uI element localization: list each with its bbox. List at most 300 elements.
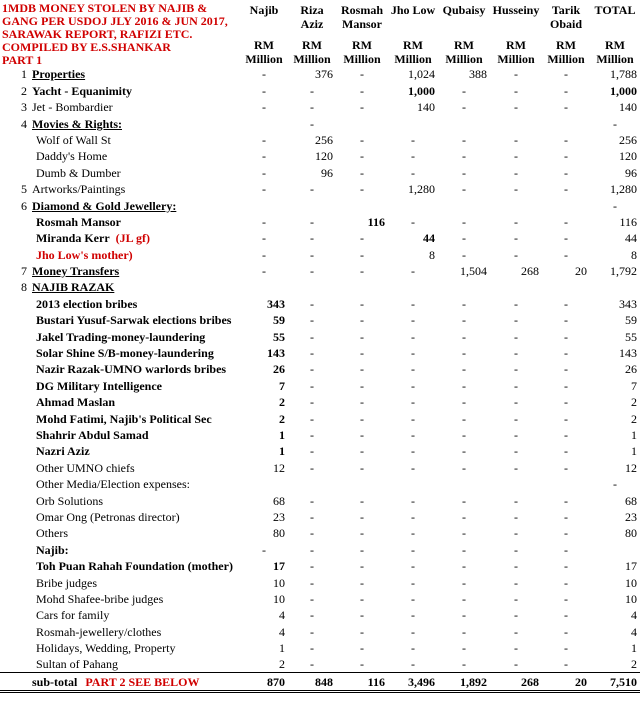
table-cell: -: [462, 378, 466, 393]
column-header: [388, 0, 438, 34]
row-number: [0, 607, 30, 623]
row-number: 5: [21, 182, 27, 197]
row-number: 8: [21, 280, 27, 295]
table-cell: 388: [469, 67, 487, 82]
table-cell: -: [411, 509, 415, 524]
row-label-text: Rosmah Mansor: [36, 214, 122, 229]
row-label: [30, 525, 240, 541]
table-cell: -: [462, 100, 466, 115]
row-label-text: Jakel Trading-money-laundering: [36, 329, 206, 344]
table-cell: 120: [315, 149, 333, 164]
title-line: GANG PER USDOJ JLY 2016 & JUN 2017,: [2, 14, 228, 28]
table-row: [0, 66, 640, 82]
table-row: [0, 459, 640, 475]
table-cell: -: [310, 641, 314, 656]
table-cell: -: [613, 116, 617, 131]
row-number: [0, 148, 30, 164]
table-cell: -: [564, 67, 568, 82]
column-unit: [288, 34, 336, 66]
table-cell: -: [360, 329, 364, 344]
table-row: [0, 623, 640, 639]
unit-line1: RM: [254, 38, 274, 52]
column-unit: [438, 34, 490, 66]
table-cell: 17: [625, 559, 637, 574]
row-number: [0, 656, 30, 673]
table-cell: [438, 279, 490, 295]
unit-line1: RM: [302, 38, 322, 52]
table-cell: -: [462, 493, 466, 508]
column-unit: [590, 34, 640, 66]
table-cell: [240, 115, 288, 131]
table-cell: -: [462, 526, 466, 541]
row-label-text: Wolf of Wall St: [36, 132, 111, 147]
table-cell: 343: [267, 296, 285, 311]
row-label: [30, 214, 240, 230]
table-cell: -: [360, 559, 364, 574]
table-cell: -: [564, 83, 568, 98]
table-cell: [388, 115, 438, 131]
table-cell: -: [462, 395, 466, 410]
row-label-text: Nazri Aziz: [36, 444, 90, 459]
table-cell: 96: [321, 165, 333, 180]
table-cell: -: [514, 132, 518, 147]
table-cell: -: [360, 427, 364, 442]
table-cell: 4: [631, 624, 637, 639]
row-label-text: Najib:: [36, 542, 69, 557]
row-label: [30, 394, 240, 410]
row-label-text: Bribe judges: [36, 575, 97, 590]
table-row: [0, 541, 640, 557]
row-label-text: Miranda Kerr: [36, 231, 110, 246]
table-row: [0, 132, 640, 148]
table-row: [0, 279, 640, 295]
row-label: [30, 197, 240, 213]
table-row: [0, 246, 640, 262]
table-row: [0, 525, 640, 541]
table-cell: -: [411, 132, 415, 147]
row-label-text: Dumb & Dumber: [36, 165, 121, 180]
row-label: [30, 312, 240, 328]
table-cell: -: [411, 559, 415, 574]
table-cell: -: [462, 296, 466, 311]
table-cell: -: [564, 427, 568, 442]
table-cell: -: [514, 493, 518, 508]
row-label: [30, 279, 240, 295]
table-row: [0, 427, 640, 443]
table-cell: -: [310, 378, 314, 393]
row-number: 4: [21, 116, 27, 131]
table-cell: -: [310, 247, 314, 262]
table-cell: 1: [279, 427, 285, 442]
table-cell: 116: [619, 214, 637, 229]
table-cell: [388, 476, 438, 492]
table-cell: 1: [631, 427, 637, 442]
row-number: 3: [21, 100, 27, 115]
table-row: [0, 394, 640, 410]
row-number: [0, 623, 30, 639]
table-cell: -: [310, 395, 314, 410]
table-cell: -: [462, 608, 466, 623]
table-cell: -: [310, 182, 314, 197]
table-cell: -: [462, 362, 466, 377]
table-cell: -: [360, 575, 364, 590]
table-cell: -: [514, 231, 518, 246]
table-cell: 1: [631, 641, 637, 656]
row-label: [30, 410, 240, 426]
table-cell: 1,280: [610, 182, 637, 197]
table-cell: -: [514, 526, 518, 541]
table-cell: -: [310, 624, 314, 639]
table-cell: 96: [625, 165, 637, 180]
table-cell: 1,024: [408, 67, 435, 82]
table-cell: 80: [273, 526, 285, 541]
table-cell: -: [411, 165, 415, 180]
table-cell: -: [564, 296, 568, 311]
table-cell: 80: [625, 526, 637, 541]
table-cell: 116: [367, 214, 385, 229]
table-cell: [438, 476, 490, 492]
table-cell: -: [564, 100, 568, 115]
column-name-line1: TOTAL: [594, 3, 636, 17]
table-cell: 1: [279, 641, 285, 656]
table-cell: -: [514, 608, 518, 623]
table-cell: 10: [273, 591, 285, 606]
table-cell: [490, 476, 542, 492]
row-number: [0, 525, 30, 541]
table-cell: -: [411, 526, 415, 541]
table-cell: 1,792: [610, 264, 637, 279]
table-row: [0, 295, 640, 311]
table-row: [0, 591, 640, 607]
row-label: [30, 623, 240, 639]
table-cell: -: [564, 313, 568, 328]
table-cell: -: [411, 214, 415, 229]
row-label-text: Movies & Rights:: [32, 116, 122, 131]
row-number: [0, 361, 30, 377]
table-cell: -: [514, 346, 518, 361]
table-row: [0, 509, 640, 525]
column-name-line1: Riza: [300, 3, 324, 17]
table-cell: -: [564, 559, 568, 574]
unit-line1: RM: [556, 38, 576, 52]
table-cell: -: [411, 641, 415, 656]
table-cell: -: [514, 182, 518, 197]
row-label-note: (JL gf): [115, 231, 150, 246]
table-row: [0, 312, 640, 328]
table-cell: -: [411, 460, 415, 475]
table-cell: -: [564, 378, 568, 393]
table-row: [0, 558, 640, 574]
row-number: [0, 541, 30, 557]
table-cell: -: [411, 362, 415, 377]
table-cell: [590, 279, 640, 295]
table-cell: 12: [273, 460, 285, 475]
subtotal-cell: 7,510: [590, 673, 640, 691]
row-label: [30, 115, 240, 131]
table-cell: -: [514, 624, 518, 639]
table-row: [0, 148, 640, 164]
table-row: [0, 263, 640, 279]
table-cell: [438, 115, 490, 131]
table-cell: -: [360, 657, 364, 672]
table-cell: 7: [279, 378, 285, 393]
table-cell: -: [564, 509, 568, 524]
table-cell: -: [360, 231, 364, 246]
row-number: [0, 443, 30, 459]
row-label: [30, 246, 240, 262]
table-cell: 1: [631, 444, 637, 459]
table-cell: -: [564, 624, 568, 639]
table-cell: -: [462, 214, 466, 229]
table-cell: 1,000: [610, 83, 637, 98]
table-cell: 55: [273, 329, 285, 344]
table-cell: -: [360, 542, 364, 557]
column-header: [542, 0, 590, 34]
row-label: [30, 492, 240, 508]
table-row: [0, 640, 640, 656]
table-cell: -: [262, 165, 266, 180]
table-cell: -: [360, 509, 364, 524]
table-cell: 1,280: [408, 182, 435, 197]
table-cell: 12: [625, 460, 637, 475]
table-cell: 2: [631, 657, 637, 672]
table-row: [0, 377, 640, 393]
row-label: [30, 361, 240, 377]
table-cell: -: [360, 591, 364, 606]
row-label-text: 2013 election bribes: [36, 296, 138, 311]
row-label-text: Others: [36, 526, 68, 541]
row-number: [0, 558, 30, 574]
table-cell: [542, 115, 590, 131]
table-cell: 120: [619, 149, 637, 164]
column-name-line1: Rosmah: [340, 3, 383, 17]
header-names-row: [0, 0, 640, 34]
table-cell: 2: [279, 657, 285, 672]
table-cell: -: [411, 329, 415, 344]
table-cell: -: [462, 329, 466, 344]
row-label-text: Diamond & Gold Jewellery:: [32, 198, 177, 213]
table-cell: 143: [619, 346, 637, 361]
table-cell: -: [360, 296, 364, 311]
row-number: [0, 214, 30, 230]
table-cell: 44: [423, 231, 435, 246]
row-label-text: Other UMNO chiefs: [36, 460, 135, 475]
row-label-text: Daddy's Home: [36, 149, 108, 164]
table-cell: -: [514, 444, 518, 459]
table-cell: 140: [417, 100, 435, 115]
table-cell: -: [564, 575, 568, 590]
column-unit: [388, 34, 438, 66]
row-number: 1: [21, 67, 27, 82]
row-label-text: Mohd Shafee-bribe judges: [36, 591, 164, 606]
table-cell: -: [360, 608, 364, 623]
table-cell: -: [310, 509, 314, 524]
table-cell: 10: [625, 575, 637, 590]
table-cell: -: [262, 149, 266, 164]
table-cell: -: [310, 231, 314, 246]
row-label-text: Cars for family: [36, 608, 110, 623]
table-cell: -: [310, 214, 314, 229]
row-label-text: Mohd Fatimi, Najib's Political Sec: [36, 411, 212, 426]
table-cell: -: [462, 411, 466, 426]
table-cell: [336, 279, 388, 295]
table-cell: 59: [625, 313, 637, 328]
table-cell: -: [360, 149, 364, 164]
table-cell: -: [564, 411, 568, 426]
table-row: [0, 443, 640, 459]
title-line: 1MDB MONEY STOLEN BY NAJIB &: [2, 1, 208, 15]
row-label-text: Money Transfers: [32, 264, 120, 279]
table-cell: -: [262, 83, 266, 98]
subtotal-cell: 268: [490, 673, 542, 691]
table-cell: 23: [625, 509, 637, 524]
table-cell: -: [411, 591, 415, 606]
table-row: [0, 181, 640, 197]
row-number: 2: [21, 83, 27, 98]
unit-line2: Million: [394, 52, 432, 66]
table-cell: [288, 279, 336, 295]
table-cell: -: [514, 165, 518, 180]
table-cell: -: [514, 296, 518, 311]
row-label-text: Rosmah-jewellery/clothes: [36, 624, 162, 639]
table-cell: 7: [631, 378, 637, 393]
table-row: [0, 197, 640, 213]
unit-line1: RM: [352, 38, 372, 52]
table-cell: -: [360, 132, 364, 147]
row-label-text: DG Military Intelligence: [36, 378, 162, 393]
table-cell: -: [360, 264, 364, 279]
table-cell: -: [310, 493, 314, 508]
table-row: [0, 230, 640, 246]
row-number: 6: [21, 198, 27, 213]
row-number: [0, 328, 30, 344]
table-cell: -: [360, 624, 364, 639]
table-cell: 17: [273, 559, 285, 574]
table-cell: [336, 115, 388, 131]
table-cell: -: [262, 100, 266, 115]
table-cell: 44: [625, 231, 637, 246]
table-cell: 55: [625, 329, 637, 344]
row-label: [30, 427, 240, 443]
row-label: [30, 558, 240, 574]
column-name-line1: Qubaisy: [442, 3, 486, 17]
table-cell: -: [310, 100, 314, 115]
column-header: [240, 0, 288, 34]
table-cell: 256: [619, 132, 637, 147]
table-cell: -: [613, 477, 617, 492]
table-cell: -: [514, 591, 518, 606]
unit-line1: RM: [403, 38, 423, 52]
table-cell: -: [514, 149, 518, 164]
table-cell: -: [462, 346, 466, 361]
title-line: COMPILED BY E.S.SHANKAR: [2, 40, 171, 54]
table-cell: -: [262, 132, 266, 147]
table-cell: -: [360, 100, 364, 115]
unit-line2: Million: [245, 52, 283, 66]
table-row: [0, 492, 640, 508]
table-cell: -: [514, 378, 518, 393]
table-cell: 143: [267, 346, 285, 361]
table-cell: -: [411, 346, 415, 361]
table-cell: -: [360, 346, 364, 361]
table-cell: -: [564, 231, 568, 246]
table-cell: 4: [631, 608, 637, 623]
table-cell: -: [411, 427, 415, 442]
row-label: [30, 66, 240, 82]
row-number: [0, 394, 30, 410]
table-cell: -: [310, 427, 314, 442]
row-number: [0, 459, 30, 475]
table-cell: [490, 279, 542, 295]
table-cell: -: [310, 329, 314, 344]
row-label-text: Toh Puan Rahah Foundation (mother): [36, 559, 233, 574]
row-number: [0, 476, 30, 492]
row-label: [30, 443, 240, 459]
table-cell: 376: [315, 67, 333, 82]
row-label-text: Jho Low's mother): [36, 247, 133, 262]
table-cell: -: [262, 214, 266, 229]
row-label-text: Solar Shine S/B-money-laundering: [36, 346, 214, 361]
table-cell: -: [514, 67, 518, 82]
column-name-line1: Najib: [249, 3, 279, 17]
table-cell: -: [310, 362, 314, 377]
table-cell: -: [310, 575, 314, 590]
table-cell: [438, 197, 490, 213]
table-cell: [490, 197, 542, 213]
table-row: [0, 607, 640, 623]
table-cell: -: [360, 444, 364, 459]
table-cell: -: [514, 214, 518, 229]
table-cell: -: [564, 395, 568, 410]
table-cell: -: [360, 641, 364, 656]
table-cell: -: [564, 182, 568, 197]
subtotal-row: [0, 673, 640, 691]
row-label: [30, 263, 240, 279]
table-cell: -: [262, 231, 266, 246]
table-cell: 8: [429, 247, 435, 262]
table-cell: -: [564, 132, 568, 147]
table-cell: -: [462, 509, 466, 524]
subtotal-cell: 3,496: [388, 673, 438, 691]
table-cell: -: [310, 608, 314, 623]
row-label: [30, 607, 240, 623]
table-row: [0, 99, 640, 115]
table-cell: -: [411, 313, 415, 328]
table-cell: -: [262, 247, 266, 262]
table-cell: 8: [631, 247, 637, 262]
table-cell: -: [310, 411, 314, 426]
table-cell: -: [462, 427, 466, 442]
table-row: [0, 476, 640, 492]
row-label: [30, 99, 240, 115]
table-cell: -: [462, 231, 466, 246]
table-cell: -: [462, 657, 466, 672]
table-cell: 2: [631, 395, 637, 410]
row-label-text: Yacht - Equanimity: [32, 83, 133, 98]
table-cell: -: [514, 329, 518, 344]
table-cell: -: [310, 591, 314, 606]
table-cell: -: [514, 460, 518, 475]
table-cell: -: [462, 444, 466, 459]
table-cell: -: [360, 493, 364, 508]
table-cell: -: [462, 591, 466, 606]
table-cell: -: [310, 264, 314, 279]
table-cell: -: [462, 559, 466, 574]
table-row: [0, 410, 640, 426]
table-cell: -: [411, 149, 415, 164]
column-unit: [542, 34, 590, 66]
subtotal-cell: 20: [542, 673, 590, 691]
